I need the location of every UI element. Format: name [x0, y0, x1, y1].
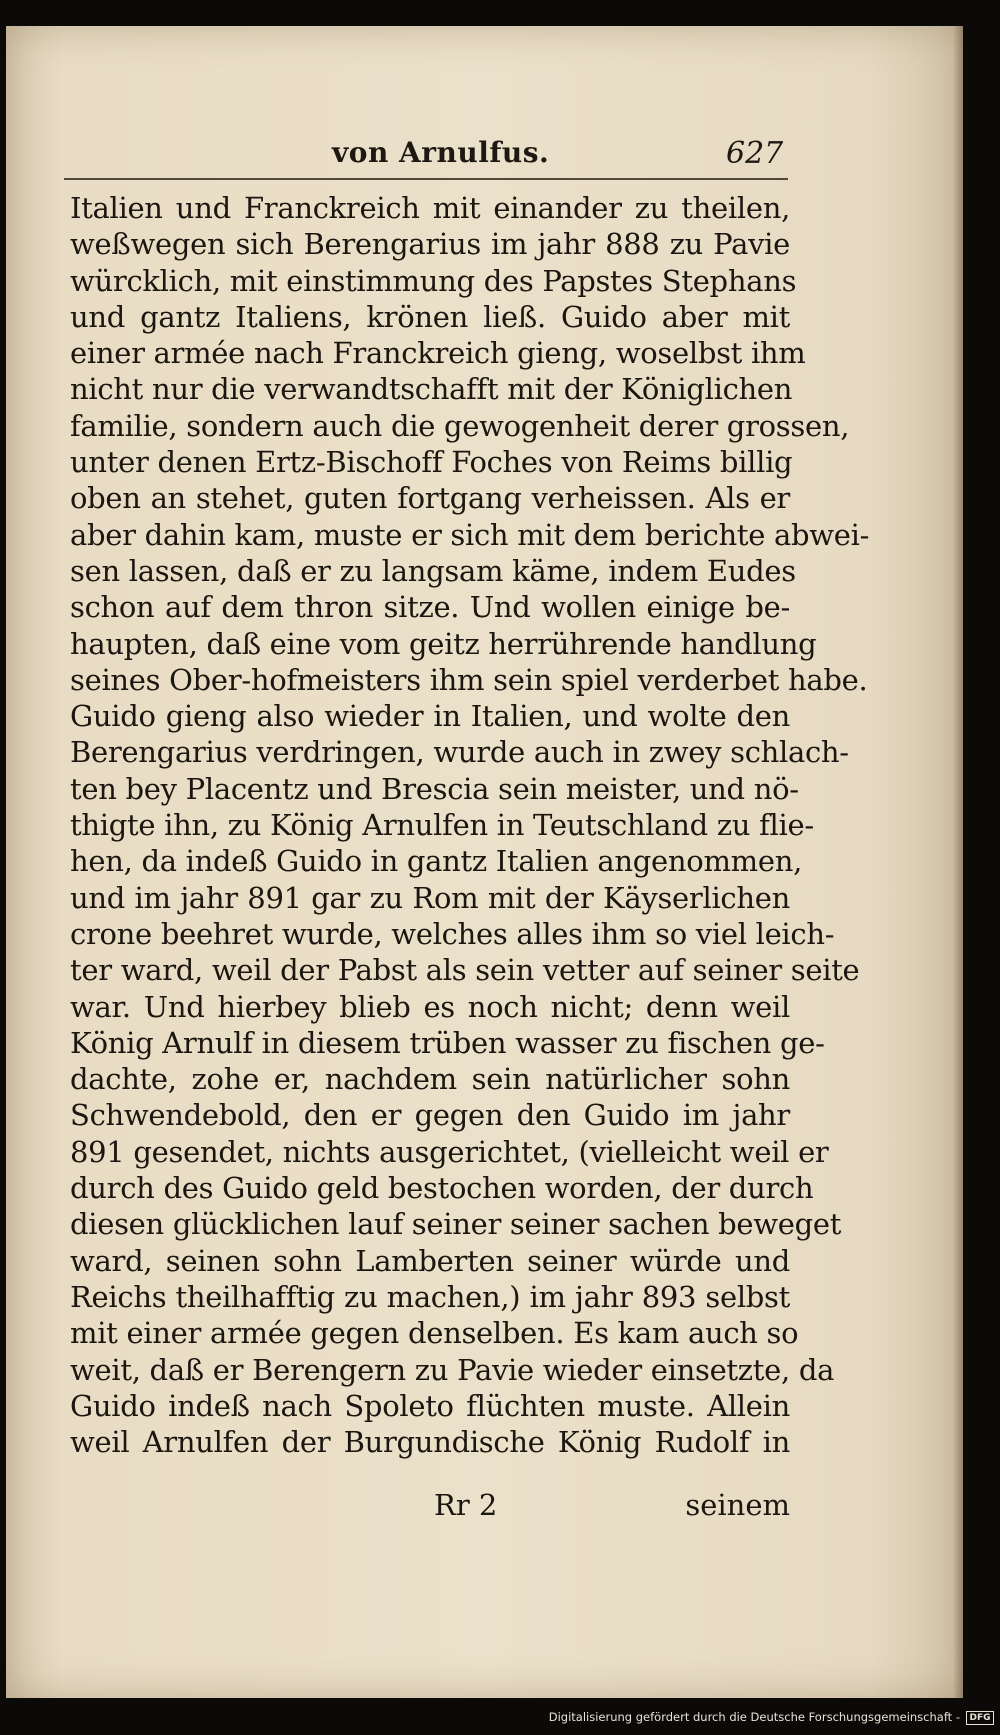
text-line: ten bey Placentz und Brescia sein meister, und nö-	[70, 771, 799, 806]
text-line: und gantz Italiens, krönen ließ. Guido aber mit	[70, 299, 790, 334]
catchword: seinem	[685, 1488, 790, 1522]
text-line: seines Ober-hofmeisters ihm sein spiel verderbet habe.	[70, 662, 868, 697]
text-line: hen, da indeß Guido in gantz Italien angenommen,	[70, 844, 802, 879]
text-line: und im jahr 891 gar zu Rom mit der Käyserlichen	[70, 880, 790, 915]
text-line: würcklich, mit einstimmung des Papstes Stephans	[70, 263, 797, 298]
text-line: aber dahin kam, muste er sich mit dem berichte abwei-	[70, 517, 870, 552]
text-line: diesen glücklichen lauf seiner seiner sachen beweget	[70, 1207, 842, 1242]
text-line: einer armée nach Franckreich gieng, woselbst ihm	[70, 336, 806, 371]
body-text	[70, 190, 870, 1460]
text-line: weil Arnulfen der Burgundische König Rudolf in	[70, 1425, 790, 1460]
text-line: ter ward, weil der Pabst als sein vetter auf seiner seite	[70, 953, 860, 988]
text-line: sen lassen, daß er zu langsam käme, indem Eudes	[70, 553, 796, 588]
page-number: 627	[726, 136, 784, 171]
running-head: von Arnulfus.	[332, 136, 550, 169]
text-line: Guido indeß nach Spoleto flüchten muste. Allein	[70, 1388, 790, 1423]
text-line: unter denen Ertz-Bischoff Foches von Reims billig	[70, 445, 793, 480]
page-edge-shadow	[953, 26, 963, 1698]
text-line: familie, sondern auch die gewogenheit derer grossen,	[70, 408, 850, 443]
text-line: oben an stehet, guten fortgang verheissen. Als er	[70, 481, 790, 516]
text-line: Reichs theilhafftig zu machen,) im jahr 893 selbst	[70, 1279, 790, 1314]
text-line: Schwendebold, den er gegen den Guido im jahr	[70, 1098, 790, 1133]
text-line: mit einer armée gegen denselben. Es kam auch so	[70, 1316, 799, 1351]
text-line: König Arnulf in diesem trüben wasser zu fischen ge-	[70, 1025, 825, 1060]
page-header	[64, 132, 784, 176]
text-line: schon auf dem thron sitze. Und wollen einige be-	[70, 590, 790, 625]
text-line: ward, seinen sohn Lamberten seiner würde und	[70, 1243, 790, 1278]
text-line: durch des Guido geld bestochen worden, der durch	[70, 1171, 814, 1206]
text-line: dachte, zohe er, nachdem sein natürlicher sohn	[70, 1062, 790, 1097]
header-rule	[64, 178, 788, 180]
signature-mark: Rr 2	[434, 1488, 498, 1522]
text-line: weit, daß er Berengern zu Pavie wieder einsetzte, da	[70, 1352, 835, 1387]
text-line: Guido gieng also wieder in Italien, und wolte den	[70, 699, 790, 734]
text-line: haupten, daß eine vom geitz herrührende handlung	[70, 626, 817, 661]
dfg-logo: DFG	[966, 1711, 994, 1725]
text-line: Italien und Franckreich mit einander zu theilen,	[70, 191, 790, 225]
text-line: war. Und hierbey blieb es noch nicht; denn weil	[70, 989, 790, 1024]
text-line: weßwegen sich Berengarius im jahr 888 zu Pavie	[70, 227, 790, 262]
text-line: nicht nur die verwandtschafft mit der Königlichen	[70, 372, 793, 407]
text-line: crone beehret wurde, welches alles ihm so viel leich-	[70, 916, 835, 951]
page-footer	[70, 1488, 790, 1528]
text-line: thigte ihn, zu König Arnulfen in Teutschland zu flie-	[70, 808, 814, 843]
text-line: 891 gesendet, nichts ausgerichtet, (vielleicht weil er	[70, 1134, 829, 1169]
text-line: Berengarius verdringen, wurde auch in zwey schlach-	[70, 735, 849, 770]
digitization-credit: Digitalisierung gefördert durch die Deutsche Forschungsgemeinschaft -	[548, 1710, 960, 1724]
